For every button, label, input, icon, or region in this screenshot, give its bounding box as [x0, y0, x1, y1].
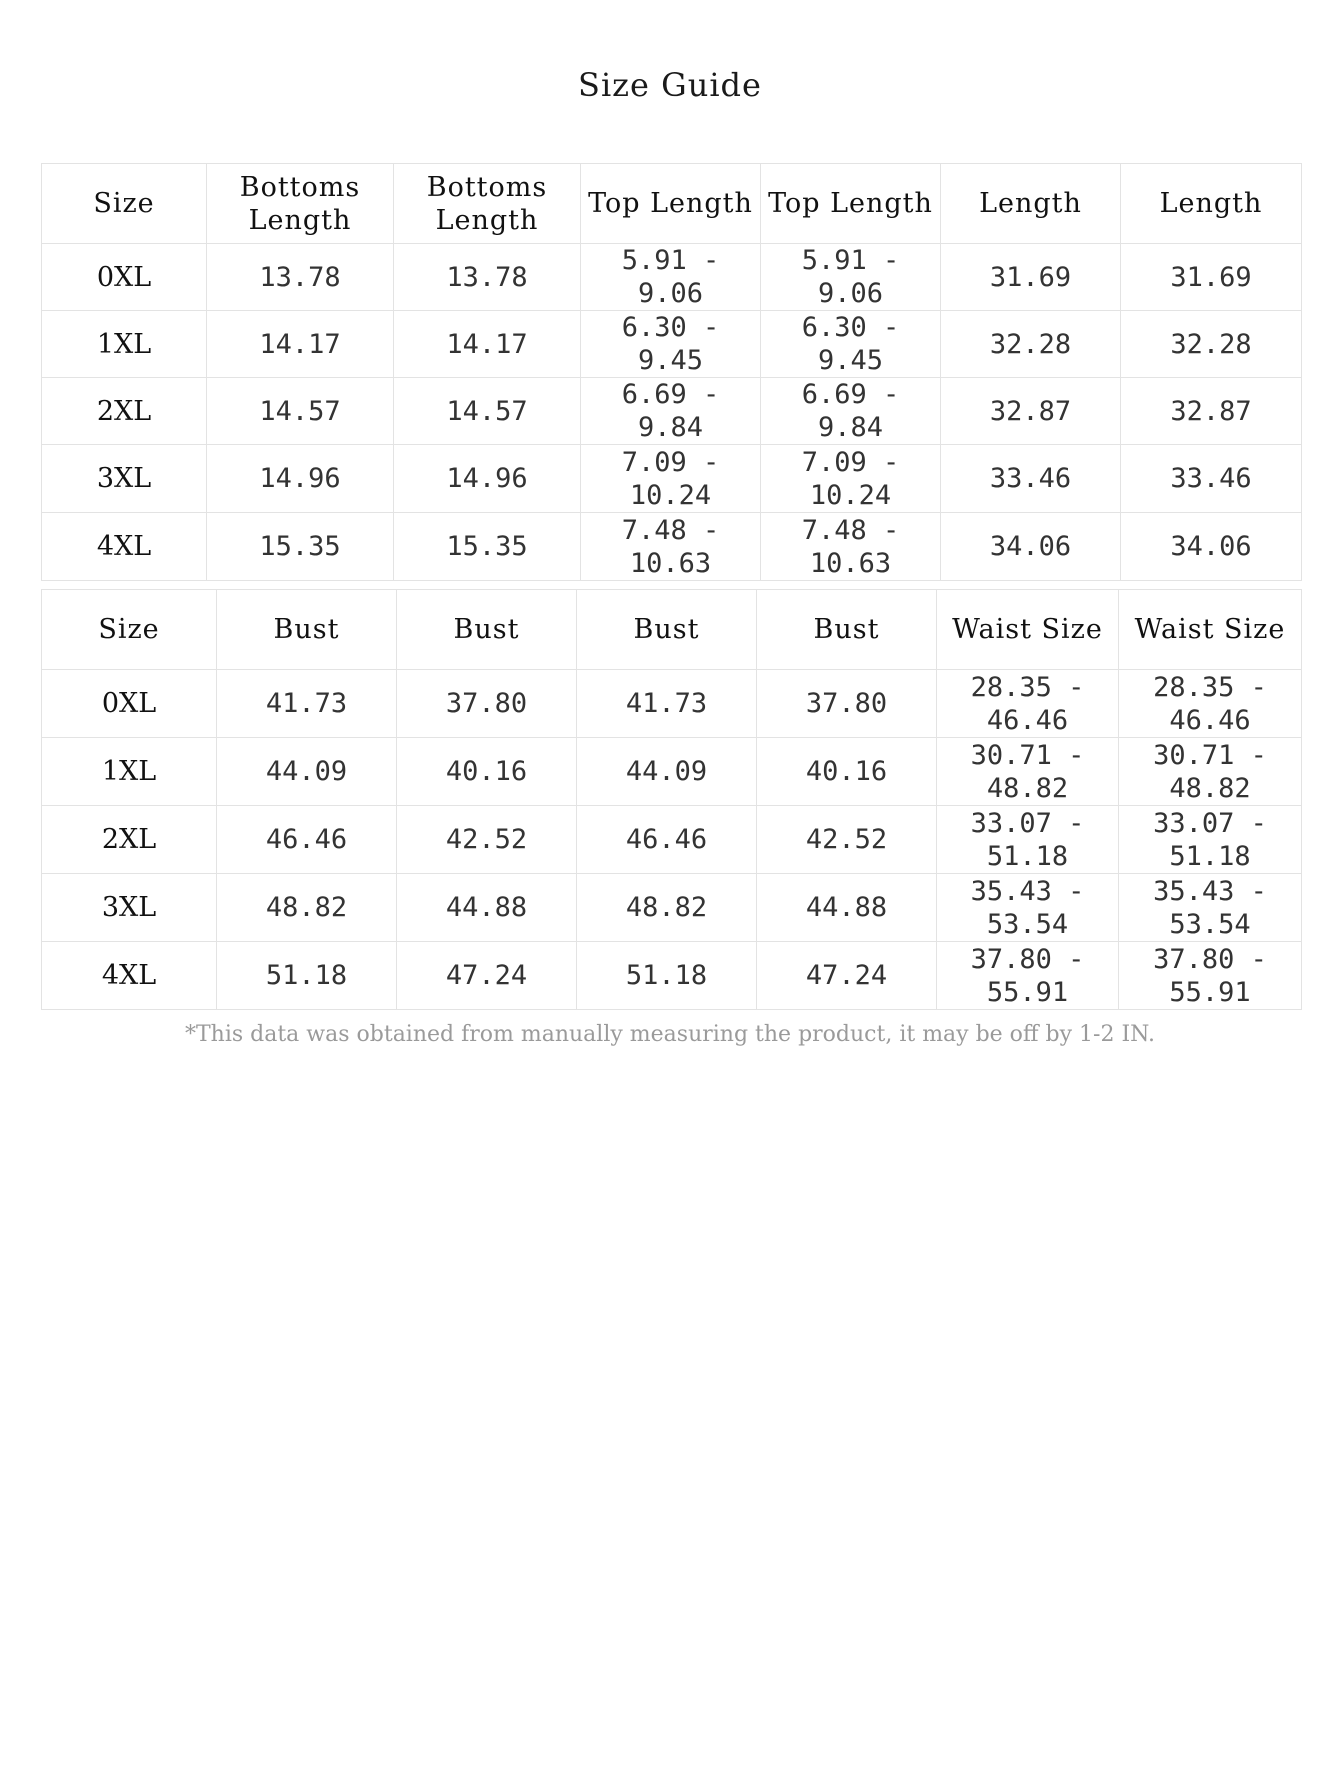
table-row — [42, 874, 1302, 942]
table-cell: 14.17 — [207, 311, 394, 378]
table-cell: 7.09 - 10.24 — [581, 445, 761, 513]
size-label: 2XL — [42, 806, 217, 874]
table-cell: 28.35 - 46.46 — [1119, 670, 1302, 738]
column-header-bust: Bust — [577, 590, 757, 670]
table-cell: 51.18 — [217, 942, 397, 1010]
table-cell: 37.80 - 55.91 — [1119, 942, 1302, 1010]
size-label: 0XL — [42, 244, 207, 311]
table-cell: 46.46 — [577, 806, 757, 874]
table-cell: 31.69 — [941, 244, 1121, 311]
table-cell: 44.09 — [217, 738, 397, 806]
table-cell: 31.69 — [1121, 244, 1302, 311]
table-cell: 37.80 — [397, 670, 577, 738]
page-title: Size Guide — [578, 66, 762, 104]
table-cell: 30.71 - 48.82 — [937, 738, 1119, 806]
column-header-bust: Bust — [217, 590, 397, 670]
column-header-bust: Bust — [397, 590, 577, 670]
table-cell: 35.43 - 53.54 — [937, 874, 1119, 942]
table-cell: 33.46 — [941, 445, 1121, 513]
table-cell: 7.48 - 10.63 — [581, 513, 761, 581]
table-cell: 44.88 — [397, 874, 577, 942]
table-row — [42, 942, 1302, 1010]
column-header-bottoms-length: Bottoms Length — [394, 164, 581, 244]
column-header-size: Size — [42, 590, 217, 670]
table-cell: 48.82 — [577, 874, 757, 942]
size-label: 1XL — [42, 738, 217, 806]
table-row — [42, 244, 1302, 311]
table-row — [42, 806, 1302, 874]
table-cell: 42.52 — [397, 806, 577, 874]
table-cell: 13.78 — [394, 244, 581, 311]
table-row — [42, 378, 1302, 445]
size-label: 4XL — [42, 513, 207, 581]
table-row — [42, 513, 1302, 581]
table-cell: 14.57 — [394, 378, 581, 445]
table-cell: 14.17 — [394, 311, 581, 378]
column-header-length: Length — [1121, 164, 1302, 244]
table-cell: 51.18 — [577, 942, 757, 1010]
table-cell: 6.69 - 9.84 — [581, 378, 761, 445]
table-cell: 47.24 — [397, 942, 577, 1010]
table-cell: 41.73 — [217, 670, 397, 738]
size-table-bust-waist — [41, 589, 1302, 1010]
table-cell: 33.07 - 51.18 — [937, 806, 1119, 874]
column-header-waist-size: Waist Size — [1119, 590, 1302, 670]
column-header-top-length: Top Length — [761, 164, 941, 244]
column-header-size: Size — [42, 164, 207, 244]
table-row — [42, 670, 1302, 738]
table-cell: 42.52 — [757, 806, 937, 874]
table-cell: 6.30 - 9.45 — [761, 311, 941, 378]
table-cell: 44.88 — [757, 874, 937, 942]
table-cell: 35.43 - 53.54 — [1119, 874, 1302, 942]
table-row — [42, 738, 1302, 806]
table-cell: 15.35 — [207, 513, 394, 581]
table-row — [42, 445, 1302, 513]
table-cell: 47.24 — [757, 942, 937, 1010]
table-cell: 40.16 — [397, 738, 577, 806]
size-label: 3XL — [42, 874, 217, 942]
column-header-bust: Bust — [757, 590, 937, 670]
table-cell: 34.06 — [1121, 513, 1302, 581]
table-cell: 40.16 — [757, 738, 937, 806]
table-cell: 14.96 — [394, 445, 581, 513]
table-cell: 6.30 - 9.45 — [581, 311, 761, 378]
column-header-top-length: Top Length — [581, 164, 761, 244]
table-cell: 32.28 — [1121, 311, 1302, 378]
table-cell: 44.09 — [577, 738, 757, 806]
table-cell: 14.96 — [207, 445, 394, 513]
column-header-bottoms-length: Bottoms Length — [207, 164, 394, 244]
measurement-disclaimer: *This data was obtained from manually measuring the product, it may be off by 1-2 IN. — [184, 1022, 1156, 1047]
table-cell: 14.57 — [207, 378, 394, 445]
table-cell: 32.28 — [941, 311, 1121, 378]
size-label: 0XL — [42, 670, 217, 738]
table-header-row — [42, 164, 1302, 244]
table-cell: 30.71 - 48.82 — [1119, 738, 1302, 806]
table-cell: 46.46 — [217, 806, 397, 874]
column-header-waist-size: Waist Size — [937, 590, 1119, 670]
table-cell: 37.80 — [757, 670, 937, 738]
table-cell: 37.80 - 55.91 — [937, 942, 1119, 1010]
table-cell: 7.09 - 10.24 — [761, 445, 941, 513]
table-cell: 48.82 — [217, 874, 397, 942]
table-header-row — [42, 590, 1302, 670]
table-cell: 7.48 - 10.63 — [761, 513, 941, 581]
table-cell: 41.73 — [577, 670, 757, 738]
size-label: 3XL — [42, 445, 207, 513]
size-table-lengths — [41, 163, 1302, 581]
table-cell: 5.91 - 9.06 — [581, 244, 761, 311]
size-label: 2XL — [42, 378, 207, 445]
table-cell: 15.35 — [394, 513, 581, 581]
table-row — [42, 311, 1302, 378]
column-header-length: Length — [941, 164, 1121, 244]
table-cell: 32.87 — [1121, 378, 1302, 445]
table-cell: 32.87 — [941, 378, 1121, 445]
table-cell: 28.35 - 46.46 — [937, 670, 1119, 738]
table-cell: 5.91 - 9.06 — [761, 244, 941, 311]
table-cell: 13.78 — [207, 244, 394, 311]
table-cell: 34.06 — [941, 513, 1121, 581]
table-cell: 6.69 - 9.84 — [761, 378, 941, 445]
size-label: 1XL — [42, 311, 207, 378]
table-cell: 33.46 — [1121, 445, 1302, 513]
size-label: 4XL — [42, 942, 217, 1010]
table-cell: 33.07 - 51.18 — [1119, 806, 1302, 874]
